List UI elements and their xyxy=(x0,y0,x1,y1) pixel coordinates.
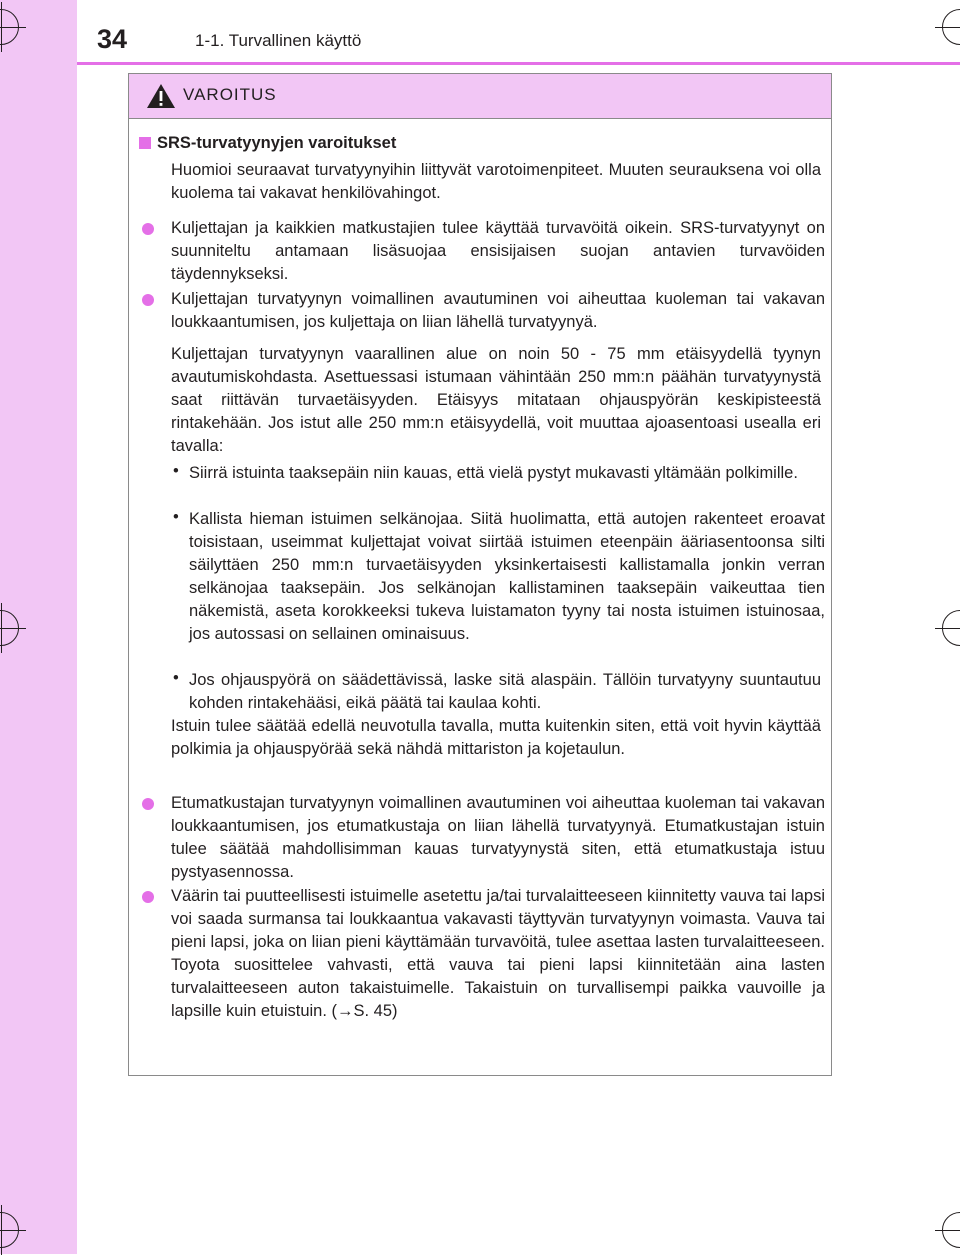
item-child-safety: Väärin tai puutteellisesti istuimelle asetettu ja/tai turvalaitteeseen kiinnitetty vauva tai lapsi voi saada surmansa tai loukkaantua vakavasti täyttyvän turvatyynyn voimasta. Vauva tai pieni lapsi, joka on liian pieni käyttämään turvavöitä, tulee asettaa lasten turvalaitteeseen. Toyota suosittelee vahvasti, että vauva tai pieni lapsi kiinnitetään aina lasten turvalaitteeseen auton takaistuimelle. Takaistuin on turvallisempi paikka vauvoille ja lapsille kuin etuistuin. (→S. 45) xyxy=(171,887,825,1020)
driver-airbag-detail: Kuljettajan turvatyynyn vaarallinen alue on noin 50 - 75 mm etäisyydellä tyynyn avautumiskohdasta. Asettuessasi istumaan vähintään 250 mm:n päähän turvatyynystä saat riittävän turvaetäisyyden. Etäisyys mitataan ohjauspyörän keskipisteestä rintakehään. Jos istut alle 250 mm:n etäisyydellä, voit muuttaa ajoasentoasi usealla eri tavalla: xyxy=(171,345,821,455)
dash-bullet: • xyxy=(173,669,179,687)
bullet-dot-icon xyxy=(142,223,154,235)
warning-triangle-icon xyxy=(146,83,176,109)
sub-item-steering: Jos ohjauspyörä on säädettävissä, laske sitä alaspäin. Tällöin turvatyyny suuntautuu kohden rintakehääsi, eikä päätä tai kaulaa kohti. xyxy=(189,671,821,712)
square-bullet-icon xyxy=(139,137,151,149)
registration-mark-icon xyxy=(942,610,960,646)
seat-adjust-note: Istuin tulee säätää edellä neuvotulla tavalla, mutta kuitenkin siten, että voit hyvin käyttää polkimia ja ohjauspyörää sekä nähdä mittariston ja kojetaulun. xyxy=(171,717,821,758)
item-driver-airbag: Kuljettajan turvatyynyn voimallinen avautuminen voi aiheuttaa kuoleman tai vakavan loukkaantumisen, jos kuljettaja on liian lähellä turvatyynyä. xyxy=(171,290,825,331)
bullet-dot-icon xyxy=(142,294,154,306)
header-rule xyxy=(77,62,960,65)
warning-label: VAROITUS xyxy=(183,85,277,104)
intro-text: Huomioi seuraavat turvatyynyihin liittyvät varotoimenpiteet. Muuten seurauksena voi olla kuolema tai vakavat henkilövahingot. xyxy=(171,161,821,202)
sub-item-move-seat: Siirrä istuinta taaksepäin niin kauas, että vielä pystyt mukavasti yltämään polkimille. xyxy=(189,464,798,482)
item-passenger-airbag: Etumatkustajan turvatyynyn voimallinen avautuminen voi aiheuttaa kuoleman tai vakavan loukkaantumisen, jos etumatkustaja on liian lähellä turvatyynyä. Etumatkustajan istuin tulee säätää mahdollisimman kauas turvatyynystä siten, että etumatkustaja istuu pystyasennossa. xyxy=(171,794,825,881)
warning-heading: SRS-turvatyynyjen varoitukset xyxy=(139,134,396,153)
warning-box xyxy=(128,73,832,1076)
item-seatbelts: Kuljettajan ja kaikkien matkustajien tulee käyttää turvavöitä oikein. SRS-turvatyynyt on suunniteltu antamaan lisäsuojaa ensisijaisen suojan antavien turvavöiden täydennykseksi. xyxy=(171,219,825,283)
bullet-dot-icon xyxy=(142,798,154,810)
warning-header xyxy=(129,74,831,119)
dash-bullet: • xyxy=(173,462,179,480)
dash-bullet: • xyxy=(173,508,179,526)
registration-mark-icon xyxy=(942,9,960,45)
section-title: 1-1. Turvallinen käyttö xyxy=(195,31,362,50)
bullet-dot-icon xyxy=(142,891,154,903)
sub-item-recline: Kallista hieman istuimen selkänojaa. Siitä huolimatta, että autojen rakenteet eroavat toisistaan, useimmat kuljettajat voivat siirtää istuimen eteenpäin ääriasentoonsa silti säilyttäen 250 mm:n turvaetäisyyden yksinkertaisesti kallistamalla jonkin verran selkänojaa taaksepäin. Jos selkänojan kallistaminen taaksepäin vaikeuttaa tien näkemistä, aseta korokkeeksi tukeva luistamaton tyyny tai nosta istuimen istuinosaa, jos autossasi on sellainen ominaisuus. xyxy=(189,510,825,643)
page-number: 34 xyxy=(97,24,128,54)
registration-mark-icon xyxy=(942,1212,960,1248)
